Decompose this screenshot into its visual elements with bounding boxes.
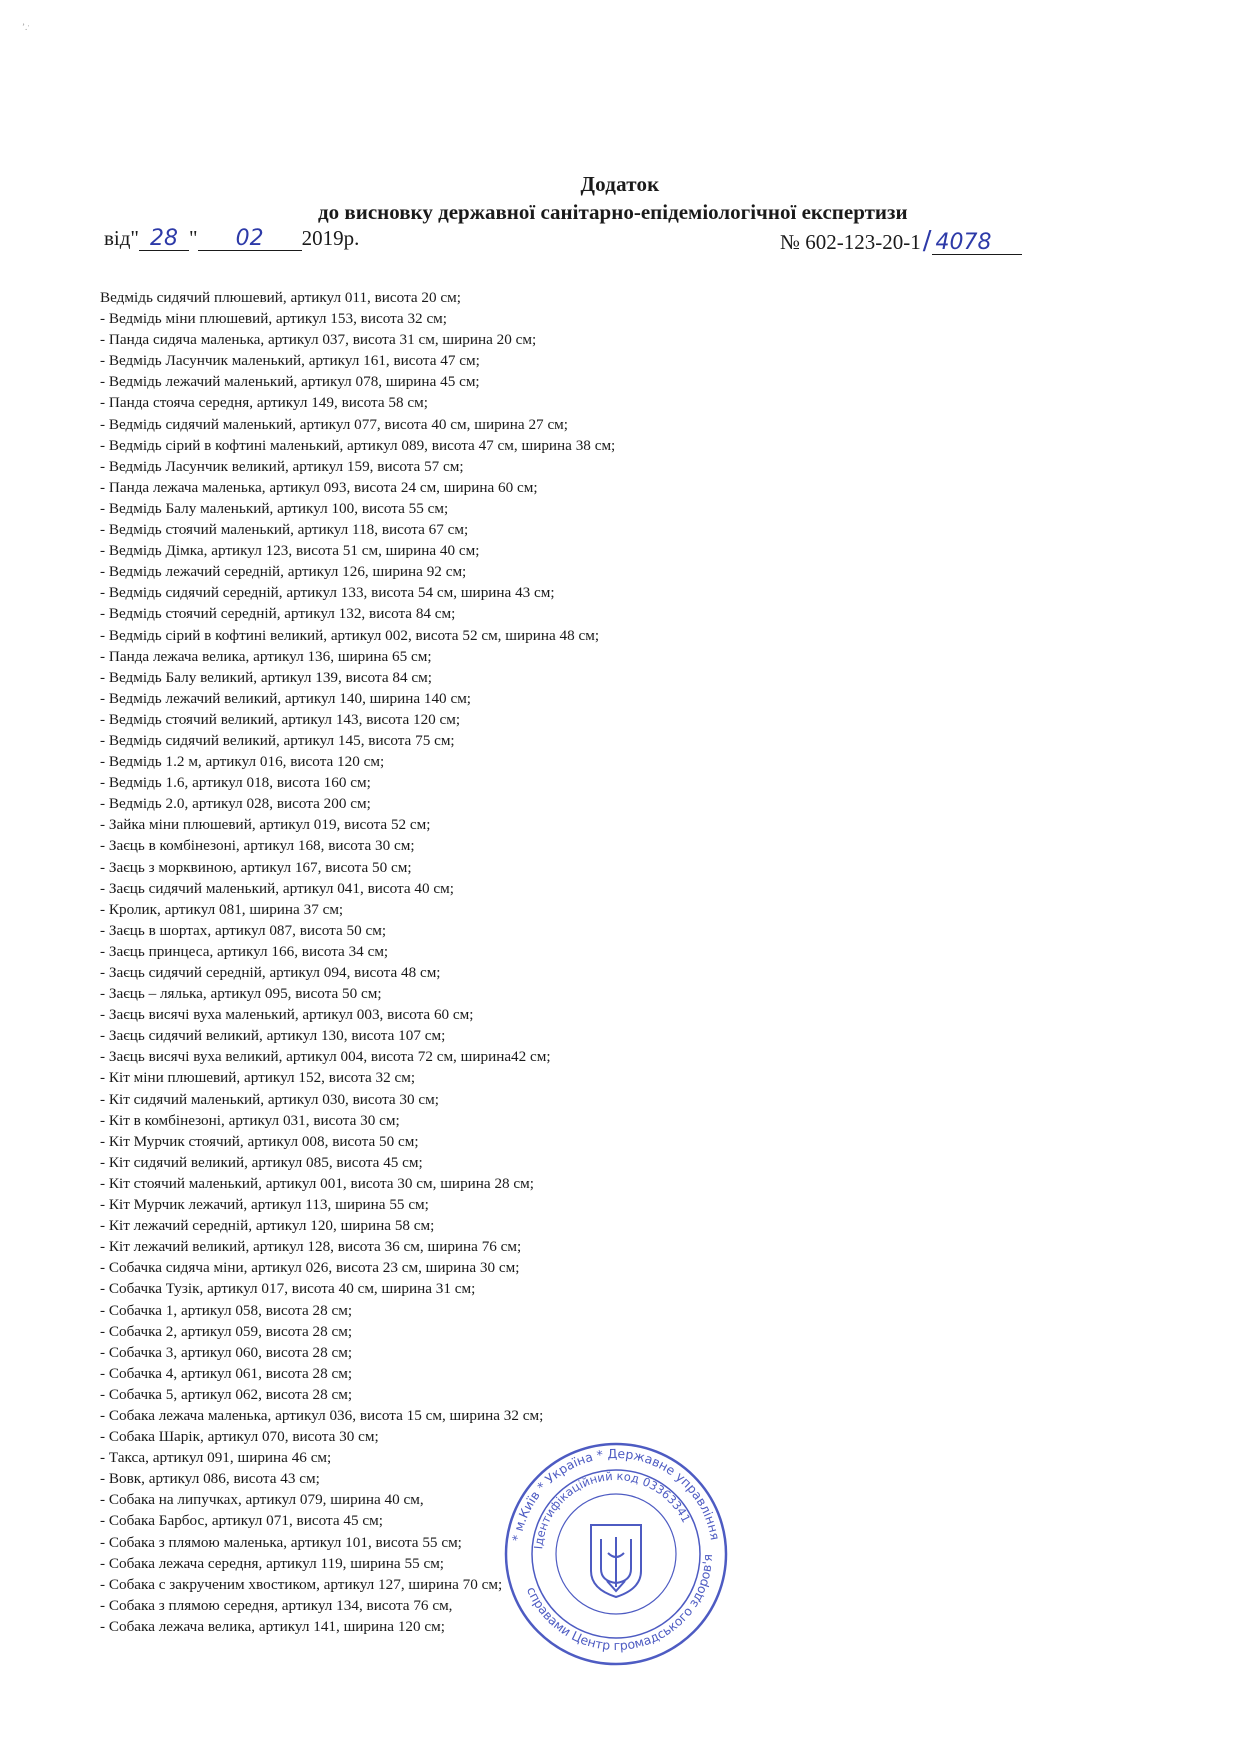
list-item: - Панда лежача маленька, артикул 093, висота 24 см, ширина 60 см; xyxy=(100,478,538,496)
page-title: Додаток xyxy=(580,172,660,196)
list-item: - Заєць в комбінезоні, артикул 168, висота 30 см; xyxy=(100,837,415,855)
list-item: - Ведмідь Ласунчик великий, артикул 159, висота 57 см; xyxy=(100,457,464,475)
list-item: Ведмідь сидячий плюшевий, артикул 011, висота 20 см; xyxy=(100,289,461,306)
list-item: - Кіт сидячий великий, артикул 085, висота 45 см; xyxy=(100,1153,423,1171)
list-item: - Заєць сидячий маленький, артикул 041, висота 40 см; xyxy=(100,879,454,897)
handwritten-slash: / xyxy=(922,226,932,256)
list-item: - Собачка 1, артикул 058, висота 28 см; xyxy=(100,1301,353,1319)
list-item: - Ведмідь Балу маленький, артикул 100, висота 55 см; xyxy=(100,499,449,517)
list-item: - Ведмідь Ласунчик маленький, артикул 161, висота 47 см; xyxy=(100,352,480,370)
list-item: - Заєць висячі вуха маленький, артикул 003, висота 60 см; xyxy=(100,1006,474,1024)
list-item: - Заєць сидячий великий, артикул 130, висота 107 см; xyxy=(100,1027,446,1045)
list-item: - Ведмідь сірий в кофтині великий, артикул 002, висота 52 см, ширина 48 см; xyxy=(100,626,600,644)
list-item: - Собака с закрученим хвостиком, артикул 127, ширина 70 см; xyxy=(100,1575,503,1593)
list-item: - Панда стояча середня, артикул 149, висота 58 см; xyxy=(100,394,428,412)
list-item: - Собака лежача середня, артикул 119, ширина 55 см; xyxy=(100,1554,445,1572)
date-month-field xyxy=(198,227,302,251)
date-day-field xyxy=(139,227,189,251)
list-item: - Кіт лежачий середній, артикул 120, ширина 58 см; xyxy=(100,1217,435,1235)
page-subtitle: до висновку державної санітарно-епідеміологічної експертизи xyxy=(318,200,908,224)
list-item: - Вовк, артикул 086, висота 43 см; xyxy=(100,1470,320,1488)
list-item: - Кіт Мурчик стоячий, артикул 008, висота 50 см; xyxy=(100,1132,419,1150)
list-item: - Собачка 5, артикул 062, висота 28 см; xyxy=(100,1385,353,1403)
stamp-bottom-text: справами Центр громадського здоров'я xyxy=(523,1553,716,1654)
list-item: - Собака лежача велика, артикул 141, ширина 120 см; xyxy=(100,1617,445,1635)
list-item: - Такса, артикул 091, ширина 46 см; xyxy=(100,1449,332,1467)
list-item: - Собачка Тузік, артикул 017, висота 40 см, ширина 31 см; xyxy=(100,1280,476,1298)
list-item: - Собака Барбос, артикул 071, висота 45 см; xyxy=(100,1512,383,1530)
product-list xyxy=(100,287,820,1637)
list-item: - Ведмідь 2.0, артикул 028, висота 200 см; xyxy=(100,795,371,813)
list-item: - Ведмідь 1.2 м, артикул 016, висота 120 см; xyxy=(100,753,385,771)
list-item: - Ведмідь стоячий маленький, артикул 118, висота 67 см; xyxy=(100,521,469,539)
list-item: - Собачка 3, артикул 060, висота 28 см; xyxy=(100,1343,353,1361)
official-stamp xyxy=(503,1441,729,1667)
list-item: - Ведмідь сидячий маленький, артикул 077, висота 40 см, ширина 27 см; xyxy=(100,415,569,433)
list-item: - Кіт сидячий маленький, артикул 030, висота 30 см; xyxy=(100,1090,439,1108)
list-item: - Собачка сидяча міни, артикул 026, висота 23 см, ширина 30 см; xyxy=(100,1259,520,1277)
list-item: - Собака на липучках, артикул 079, ширина 40 см, xyxy=(100,1491,424,1509)
list-item: - Заєць принцеса, артикул 166, висота 34 см; xyxy=(100,942,389,960)
list-item: - Собака лежача маленька, артикул 036, висота 15 см, ширина 32 см; xyxy=(100,1406,544,1424)
list-item: - Ведмідь Дімка, артикул 123, висота 51 см, ширина 40 см; xyxy=(100,542,480,560)
list-item: - Заєць в шортах, артикул 087, висота 50 см; xyxy=(100,921,387,939)
document-number-prefix: № 602-123-20-1 xyxy=(780,230,921,254)
list-item: - Зайка міни плюшевий, артикул 019, висота 52 см; xyxy=(100,816,431,834)
list-item: - Ведмідь Балу великий, артикул 139, висота 84 см; xyxy=(100,668,432,686)
document-number-field xyxy=(932,231,1022,255)
date-line xyxy=(104,226,359,251)
date-prefix: від" xyxy=(104,226,140,250)
list-item: - Собачка 2, артикул 059, висота 28 см; xyxy=(100,1322,353,1340)
list-item: - Ведмідь сидячий великий, артикул 145, висота 75 см; xyxy=(100,731,455,749)
date-day-handwritten: 28 xyxy=(150,226,179,251)
list-item: - Заєць висячі вуха великий, артикул 004, висота 72 см, ширина42 см; xyxy=(100,1048,551,1066)
list-item: - Ведмідь лежачий середній, артикул 126, ширина 92 см; xyxy=(100,563,467,581)
trident-emblem-icon xyxy=(591,1525,641,1597)
list-item: - Ведмідь сидячий середній, артикул 133, висота 54 см, ширина 43 см; xyxy=(100,584,555,602)
stamp-middle-text: Ідентифікаційний код 03363341 xyxy=(531,1468,694,1550)
list-item: - Кіт в комбінезоні, артикул 031, висота 30 см; xyxy=(100,1111,400,1129)
list-item: - Собака з плямою середня, артикул 134, висота 76 см, xyxy=(100,1596,453,1614)
stamp-top-text: * м.Київ * Україна * Державне управління xyxy=(508,1445,723,1543)
list-item: - Ведмідь сірий в кофтині маленький, артикул 089, висота 47 см, ширина 38 см; xyxy=(100,436,616,454)
list-item: - Заєць – лялька, артикул 095, висота 50 см; xyxy=(100,985,382,1003)
list-item: - Собачка 4, артикул 061, висота 28 см; xyxy=(100,1364,353,1382)
date-quote: " xyxy=(189,226,198,250)
list-item: - Ведмідь міни плюшевий, артикул 153, висота 32 см; xyxy=(100,310,448,328)
list-item: - Ведмідь стоячий середній, артикул 132, висота 84 см; xyxy=(100,605,456,623)
date-year: 2019р. xyxy=(301,226,360,250)
list-item: - Собака з плямою маленька, артикул 101, висота 55 см; xyxy=(100,1533,462,1551)
date-month-handwritten: 02 xyxy=(235,226,264,251)
list-item: - Ведмідь лежачий великий, артикул 140, ширина 140 см; xyxy=(100,689,472,707)
document-number-handwritten: 4078 xyxy=(935,230,992,255)
list-item: - Кіт міни плюшевий, артикул 152, висота 32 см; xyxy=(100,1069,416,1087)
list-item: - Кіт лежачий великий, артикул 128, висота 36 см, ширина 76 см; xyxy=(100,1238,522,1256)
list-item: - Панда сидяча маленька, артикул 037, висота 31 см, ширина 20 см; xyxy=(100,331,537,349)
list-item: - Заєць сидячий середній, артикул 094, висота 48 см; xyxy=(100,964,441,981)
list-item: - Кіт Мурчик лежачий, артикул 113, ширина 55 см; xyxy=(100,1196,429,1214)
scan-speck: ʼ.ˑ xyxy=(22,22,30,32)
list-item: - Панда лежача велика, артикул 136, ширина 65 см; xyxy=(100,647,432,665)
list-item: - Ведмідь стоячий великий, артикул 143, висота 120 см; xyxy=(100,710,461,728)
list-item: - Собака Шарік, артикул 070, висота 30 см; xyxy=(100,1428,379,1446)
list-item: - Кіт стоячий маленький, артикул 001, висота 30 см, ширина 28 см; xyxy=(100,1174,535,1192)
document-number-line xyxy=(780,226,1022,256)
list-item: - Кролик, артикул 081, ширина 37 см; xyxy=(100,900,344,918)
list-item: - Ведмідь лежачий маленький, артикул 078, ширина 45 см; xyxy=(100,373,480,391)
list-item: - Заєць з морквиною, артикул 167, висота 50 см; xyxy=(100,858,412,876)
list-item: - Ведмідь 1.6, артикул 018, висота 160 см; xyxy=(100,774,371,792)
